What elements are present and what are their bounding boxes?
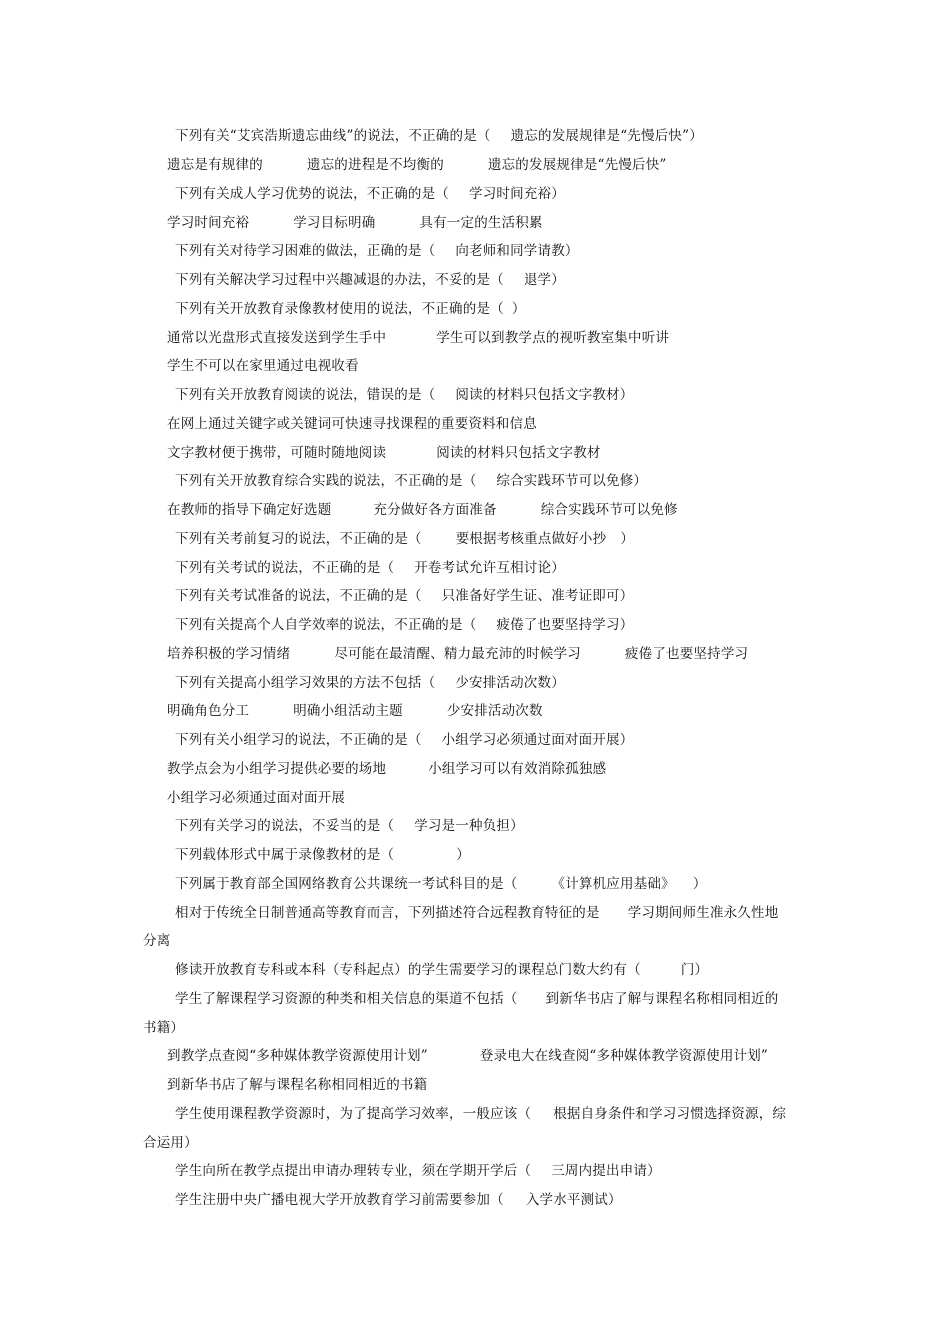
- options-line: [167, 1077, 427, 1093]
- option-text: 在教师的指导下确定好选题: [167, 502, 332, 518]
- question-text: 下列有关开放教育录像教材使用的说法，不正确的是（: [175, 301, 504, 317]
- wrapped-text: 书籍）: [143, 1020, 185, 1036]
- option-text: 到新华书店了解与课程名称相同相近的书籍: [167, 1077, 428, 1093]
- option-text: 小组学习必须通过面对面开展: [167, 790, 346, 806]
- question-line: [175, 847, 470, 863]
- question-line: [175, 301, 526, 317]
- question-tail: ）: [619, 387, 634, 403]
- question-text: 下列有关考前复习的说法，不正确的是（: [175, 531, 422, 547]
- question-line: [175, 387, 633, 403]
- option-text: 具有一定的生活积累: [419, 215, 543, 231]
- options-line: [167, 703, 543, 719]
- option-text: 教学点会为小组学习提供必要的场地: [167, 761, 387, 777]
- question-text: 下列有关开放教育综合实践的说法，不正确的是（: [175, 473, 477, 489]
- options-line: [167, 761, 606, 777]
- answer-text: 学习是一种负担: [414, 818, 511, 834]
- options-line: [167, 1048, 768, 1064]
- answer-text: 少安排活动次数: [455, 675, 552, 691]
- question-tail: ）: [619, 588, 634, 604]
- option-text: 通常以光盘形式直接发送到学生手中: [167, 330, 387, 346]
- question-line: [175, 732, 633, 748]
- question-line: [175, 962, 708, 978]
- question-text: 下列有关考试准备的说法，不正确的是（: [175, 588, 422, 604]
- question-tail: ）: [619, 617, 634, 633]
- answer-text: 遗忘的发展规律是“先慢后快”: [510, 128, 690, 144]
- option-text: 遗忘的进程是不均衡的: [306, 157, 444, 173]
- question-line: [175, 675, 565, 691]
- question-tail: ）: [633, 473, 648, 489]
- question-text: 修读开放教育专科或本科（专科起点）的学生需要学习的课程总门数大约有（: [175, 962, 641, 978]
- question-line: [175, 818, 524, 834]
- question-tail: ）: [619, 732, 634, 748]
- question-text: 下列有关提高个人自学效率的说法，不正确的是（: [175, 617, 477, 633]
- wrap-line: [143, 933, 170, 949]
- question-text: 学生向所在教学点提出申请办理转专业，须在学期开学后（: [175, 1163, 532, 1179]
- options-line: [167, 445, 601, 461]
- option-text: 尽可能在最清醒、精力最充沛的时候学习: [334, 646, 581, 662]
- option-text: 培养积极的学习情绪: [167, 646, 291, 662]
- options-line: [167, 215, 543, 231]
- question-tail: ）: [510, 818, 524, 834]
- option-text: 学生不可以在家里通过电视收看: [167, 358, 359, 374]
- question-tail: ）: [692, 876, 707, 892]
- question-text: 下列载体形式中属于录像教材的是（: [175, 847, 395, 863]
- answer-text: 根据自身条件和学习习惯选择资源，综: [553, 1106, 787, 1122]
- question-tail: ）: [564, 243, 579, 259]
- answer-text: 《计算机应用基础》: [551, 876, 675, 892]
- question-line: [175, 1192, 622, 1208]
- question-tail: ）: [511, 301, 526, 317]
- answer-text: 学习时间充裕: [469, 186, 552, 202]
- question-text: 相对于传统全日制普通高等教育而言，下列描述符合远程教育特征的是: [175, 905, 600, 921]
- question-tail: ）: [608, 1192, 622, 1208]
- question-tail: ）: [551, 560, 565, 576]
- question-tail: ）: [456, 847, 470, 863]
- question-text: 下列有关对待学习困难的做法，正确的是（: [175, 243, 436, 259]
- option-text: 疲倦了也要坚持学习: [624, 646, 749, 662]
- answer-text: 只准备好学生证、准考证即可: [441, 588, 620, 604]
- option-text: 到教学点查阅“多种媒体教学资源使用计划”: [167, 1048, 428, 1064]
- answer-text: 学习期间师生准永久性地: [627, 905, 779, 921]
- question-line: [175, 876, 707, 892]
- question-text: 下列有关小组学习的说法，不正确的是（: [175, 732, 422, 748]
- question-text: 下列有关“艾宾浩斯遗忘曲线”的说法，不正确的是（: [175, 128, 491, 144]
- option-text: 充分做好各方面准备: [373, 502, 497, 518]
- options-line: [167, 358, 359, 374]
- question-line: [175, 186, 565, 202]
- option-text: 学生可以到教学点的视听教室集中听讲: [436, 330, 670, 346]
- option-text: 学习时间充裕: [167, 215, 250, 231]
- options-line: [167, 330, 669, 346]
- question-text: 下列有关考试的说法，不正确的是（: [175, 560, 395, 576]
- wrapped-text: 合运用）: [143, 1135, 198, 1151]
- option-text: 登录电大在线查阅“多种媒体教学资源使用计划”: [479, 1048, 769, 1064]
- option-text: 小组学习可以有效消除孤独感: [428, 761, 607, 777]
- option-text: 学习目标明确: [293, 215, 376, 231]
- answer-text: 要根据考核重点做好小抄: [455, 531, 607, 547]
- question-tail: ）: [647, 1163, 661, 1179]
- option-text: 明确角色分工: [167, 703, 250, 719]
- options-line: [167, 157, 667, 173]
- option-text: 阅读的材料只包括文字教材: [436, 445, 601, 461]
- question-text: 学生了解课程学习资源的种类和相关信息的渠道不包括（: [175, 991, 518, 1007]
- answer-text: 开卷考试允许互相讨论: [414, 560, 552, 576]
- answer-text: 退学: [523, 272, 552, 288]
- question-line: [175, 1106, 786, 1122]
- options-line: [167, 790, 345, 806]
- options-line: [167, 416, 537, 432]
- answer-text: 三周内提出申请: [551, 1163, 648, 1179]
- question-line: [175, 617, 633, 633]
- question-line: [175, 243, 579, 259]
- question-line: [175, 1163, 661, 1179]
- question-tail: ）: [551, 675, 565, 691]
- option-text: 少安排活动次数: [446, 703, 543, 719]
- question-text: 下列有关解决学习过程中兴趣减退的办法，不妥的是（: [175, 272, 504, 288]
- wrapped-text: 分离: [143, 933, 171, 949]
- answer-text: 入学水平测试: [525, 1192, 609, 1208]
- question-text: 下列属于教育部全国网络教育公共课统一考试科目的是（: [175, 876, 518, 892]
- question-tail: ）: [620, 531, 635, 547]
- option-text: 明确小组活动主题: [293, 703, 403, 719]
- answer-text: 综合实践环节可以免修: [496, 473, 634, 489]
- question-text: 下列有关提高小组学习效果的方法不包括（: [175, 675, 436, 691]
- answer-text: 疲倦了也要坚持学习: [496, 617, 620, 633]
- question-text: 学生注册中央广播电视大学开放教育学习前需要参加（: [175, 1192, 504, 1208]
- option-text: 遗忘的发展规律是“先慢后快”: [487, 157, 667, 173]
- answer-text: 到新华书店了解与课程名称相同相近的: [545, 991, 779, 1007]
- answer-text: 小组学习必须通过面对面开展: [441, 732, 620, 748]
- option-text: 遗忘是有规律的: [167, 157, 263, 173]
- options-line: [167, 502, 678, 518]
- question-tail: 门）: [680, 962, 709, 978]
- wrap-line: [143, 1020, 184, 1036]
- question-line: [175, 531, 634, 547]
- question-line: [175, 588, 633, 604]
- question-text: 下列有关学习的说法，不妥当的是（: [175, 818, 395, 834]
- question-tail: ）: [551, 186, 565, 202]
- question-line: [175, 560, 565, 576]
- answer-text: 向老师和同学请教: [455, 243, 565, 259]
- option-text: 综合实践环节可以免修: [540, 502, 678, 518]
- question-line: [175, 128, 703, 144]
- options-line: [167, 646, 748, 662]
- question-line: [175, 991, 778, 1007]
- question-line: [175, 272, 565, 288]
- wrap-line: [143, 1135, 198, 1151]
- question-text: 学生使用课程教学资源时，为了提高学习效率，一般应该（: [175, 1106, 532, 1122]
- option-text: 文字教材便于携带，可随时随地阅读: [167, 445, 387, 461]
- question-line: [175, 905, 778, 921]
- question-text: 下列有关成人学习优势的说法，不正确的是（: [175, 186, 449, 202]
- option-text: 在网上通过关键字或关键词可快速寻找课程的重要资料和信息: [167, 416, 537, 432]
- answer-text: 阅读的材料只包括文字教材: [455, 387, 620, 403]
- question-line: [175, 473, 647, 489]
- question-text: 下列有关开放教育阅读的说法，错误的是（: [175, 387, 436, 403]
- question-tail: ）: [689, 128, 703, 144]
- question-tail: ）: [551, 272, 565, 288]
